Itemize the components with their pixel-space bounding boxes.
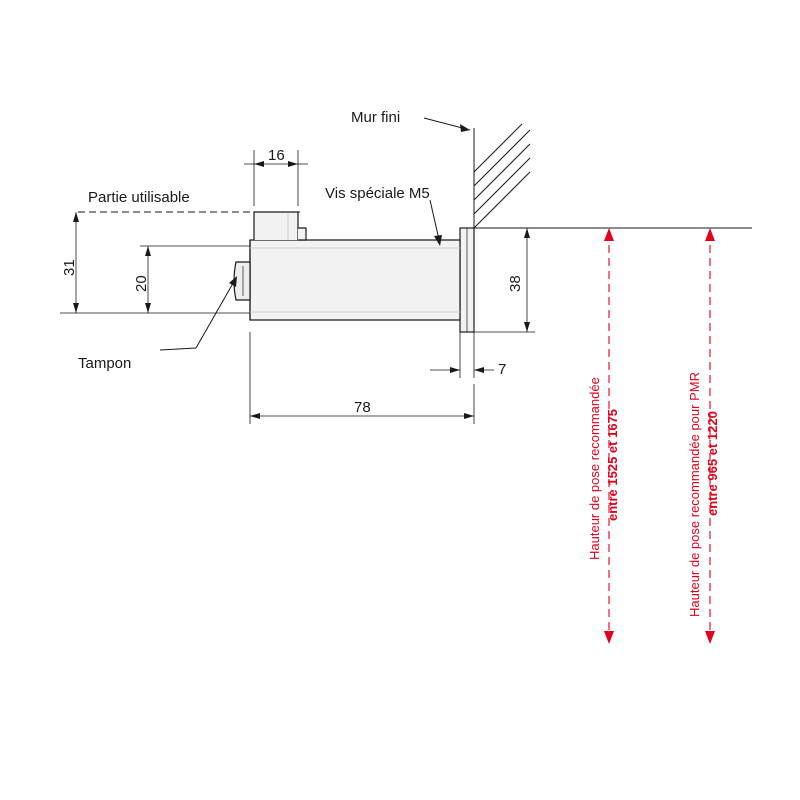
dimension-text-31: 31 [61,259,78,276]
towel-bar-body [250,240,460,320]
dimension-text-20: 20 [133,275,150,292]
dimension-text-38: 38 [507,275,524,292]
wall-hatching [474,124,530,228]
dimension-text-16: 16 [268,147,285,164]
label-pad: Tampon [78,355,132,372]
label-special-screw: Vis spéciale M5 [325,185,430,202]
hook-riser [254,212,306,240]
annotation-pmr-height-line2: entre 965 et 1220 [705,411,720,516]
annotation-standard-height-line1: Hauteur de pose recommandée [587,377,602,560]
label-wall-finished: Mur fini [351,109,401,126]
dimension-text-78: 78 [354,399,371,416]
dimension-38 [474,228,535,332]
wall-plate [460,228,474,332]
label-usable-part: Partie utilisable [88,189,190,206]
annotation-pmr-height-line1: Hauteur de pose recommandée pour PMR [687,372,702,617]
wheelchair-icon [695,183,720,216]
dimension-text-7: 7 [498,361,507,378]
annotation-standard-height-line2: entre 1525 et 1675 [605,408,620,521]
dimension-7 [430,332,494,378]
